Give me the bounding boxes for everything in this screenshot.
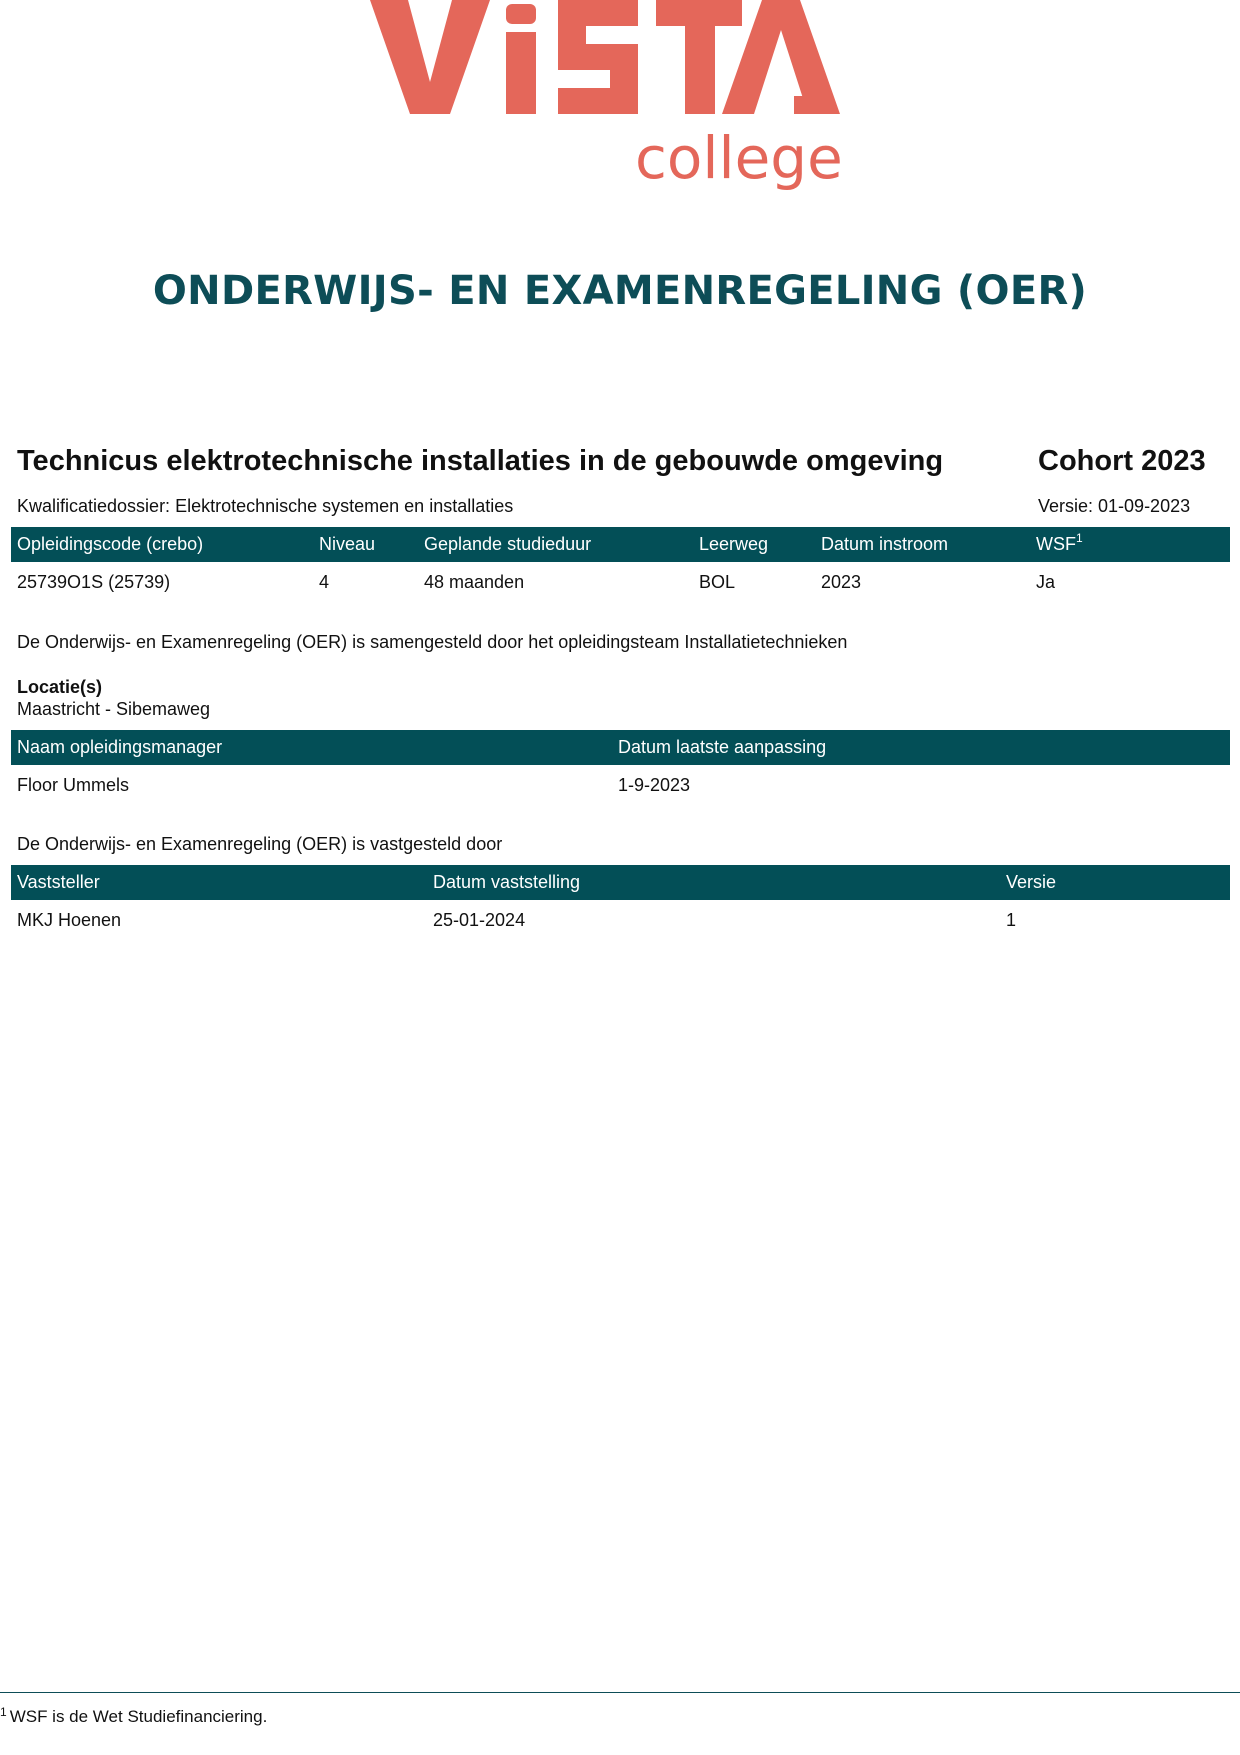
manager-table <box>11 730 1230 805</box>
column-header-niveau: Niveau <box>313 527 418 562</box>
table-row <box>11 765 1230 805</box>
column-header-datum-instroom: Datum instroom <box>815 527 1030 562</box>
vaststelling-table <box>11 865 1230 940</box>
column-header-datum-vaststelling: Datum vaststelling <box>427 865 1000 900</box>
column-header-opleidingscode: Opleidingscode (crebo) <box>11 527 313 562</box>
column-header-leerweg: Leerweg <box>693 527 815 562</box>
footnote-divider <box>0 1692 1240 1693</box>
footnote <box>0 1707 267 1727</box>
program-info-table <box>11 527 1230 602</box>
cohort-label: Cohort 2023 <box>1038 445 1206 477</box>
logo-graphic <box>360 0 880 210</box>
column-header-vaststeller: Vaststeller <box>11 865 427 900</box>
footnote-text: WSF is de Wet Studiefinanciering. <box>9 1707 268 1726</box>
paragraph-vastgesteld: De Onderwijs- en Examenregeling (OER) is vastgesteld door <box>17 834 503 854</box>
vista-college-logo <box>360 0 880 210</box>
column-header-studieduur: Geplande studieduur <box>418 527 693 562</box>
column-header-wsf <box>1030 527 1230 562</box>
logo-wordmark-college: college <box>635 124 843 192</box>
table-header-row <box>11 527 1230 562</box>
locatie-value: Maastricht - Sibemaweg <box>17 699 211 719</box>
document-version: Versie: 01-09-2023 <box>1038 496 1191 516</box>
cell-vaststeller: MKJ Hoenen <box>17 909 122 930</box>
table-row <box>11 900 1230 940</box>
program-title: Technicus elektrotechnische installaties in de gebouwde omgeving <box>17 445 944 477</box>
logo-wordmark-vista <box>370 0 840 114</box>
cell-wsf: Ja <box>1036 571 1056 592</box>
column-header-versie: Versie <box>1000 865 1230 900</box>
kwalificatiedossier: Kwalificatiedossier: Elektrotechnische systemen en installaties <box>17 496 514 516</box>
document-heading: ONDERWIJS- EN EXAMENREGELING (OER) <box>152 268 1088 314</box>
cell-datum-vaststelling: 25-01-2024 <box>433 909 526 930</box>
locatie-label: Locatie(s) <box>17 677 103 697</box>
table-header-row <box>11 730 1230 765</box>
cell-opleidingscode: 25739O1S (25739) <box>17 571 171 592</box>
table-row <box>11 562 1230 602</box>
cell-versie: 1 <box>1006 909 1017 930</box>
cell-laatste-aanpassing: 1-9-2023 <box>618 774 691 795</box>
table-header-row <box>11 865 1230 900</box>
footnote-marker: 1 <box>0 1705 7 1719</box>
cell-datum-instroom: 2023 <box>821 571 862 592</box>
wsf-label: WSF <box>1036 534 1076 554</box>
cell-leerweg: BOL <box>699 571 736 592</box>
cell-niveau: 4 <box>319 571 330 592</box>
cell-studieduur: 48 maanden <box>424 571 525 592</box>
footnote-reference[interactable]: 1 <box>1076 531 1083 545</box>
paragraph-samengesteld: De Onderwijs- en Examenregeling (OER) is samengesteld door het opleidingsteam Installatietechnieken <box>17 632 848 652</box>
column-header-opleidingsmanager: Naam opleidingsmanager <box>11 730 612 765</box>
cell-opleidingsmanager: Floor Ummels <box>17 774 130 795</box>
column-header-laatste-aanpassing: Datum laatste aanpassing <box>612 730 1230 765</box>
